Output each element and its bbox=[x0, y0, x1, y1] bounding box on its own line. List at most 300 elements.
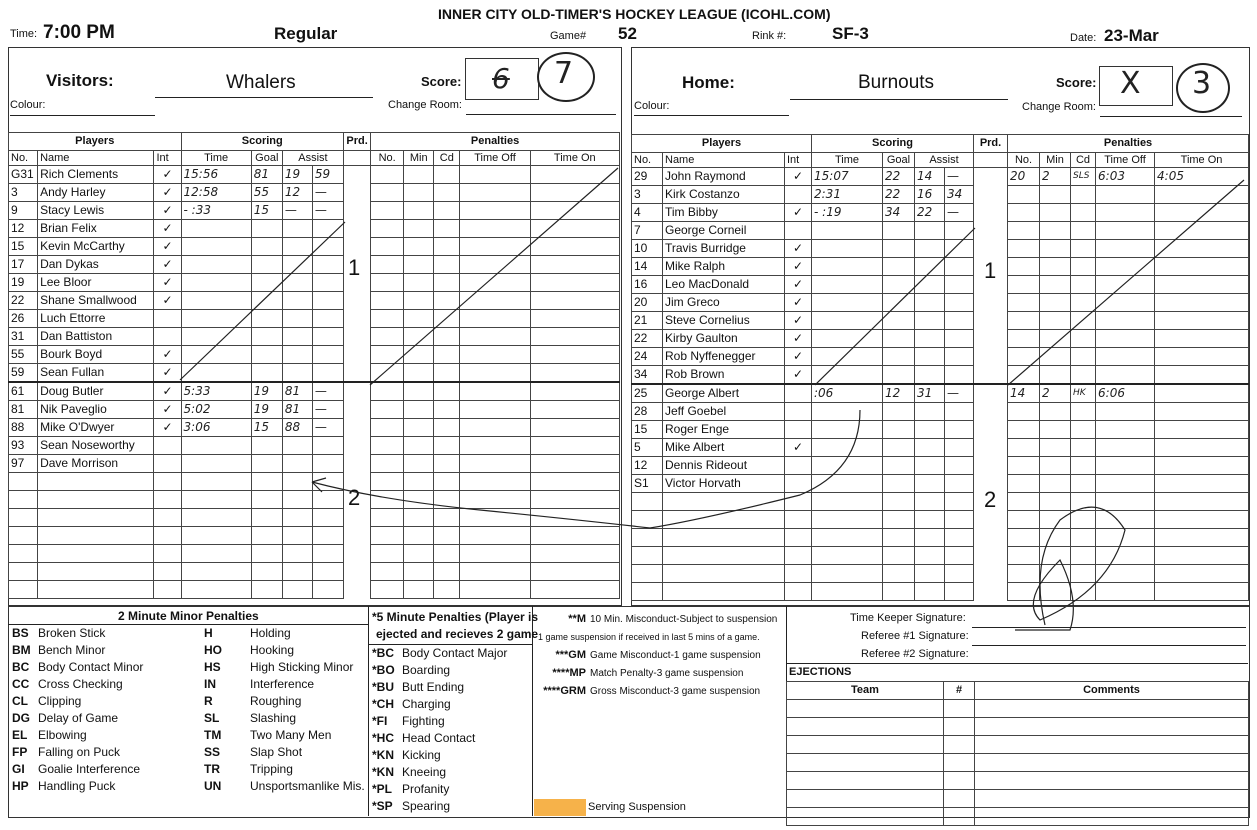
column-min: Min bbox=[404, 151, 434, 166]
penalty-name: Head Contact bbox=[402, 731, 476, 745]
player-name: Leo MacDonald bbox=[663, 276, 785, 294]
penalty-code: CL bbox=[12, 694, 28, 708]
game-label: Game# bbox=[550, 30, 587, 42]
goal-time: - :19 bbox=[812, 204, 883, 222]
assist-1: 88 bbox=[282, 419, 312, 437]
player-name: George Corneil bbox=[663, 222, 785, 240]
penalty-code: *FI bbox=[372, 714, 388, 728]
player-name: Dan Battiston bbox=[38, 328, 154, 346]
major-penalty-row bbox=[370, 645, 530, 662]
players-header: Players bbox=[9, 133, 182, 151]
ejections-column-team: Team bbox=[787, 682, 944, 700]
penalty-code: IN bbox=[204, 677, 216, 691]
major-title-2: ejected and recieves 2 game bbox=[376, 627, 539, 641]
column-time_off: Time Off bbox=[1096, 153, 1155, 168]
empty-cell bbox=[975, 700, 1249, 718]
player-number: 34 bbox=[632, 366, 663, 385]
penalty-player-no: 20 bbox=[1008, 168, 1040, 186]
goal-scorer: 15 bbox=[251, 419, 282, 437]
penalty-code: H bbox=[204, 626, 213, 640]
player-name: Tim Bibby bbox=[663, 204, 785, 222]
penalty-time-on: 4:05 bbox=[1155, 168, 1249, 186]
date-value: 23-Mar bbox=[1104, 26, 1159, 45]
major-penalty-row bbox=[370, 781, 530, 798]
penalty-code: *KN bbox=[372, 765, 395, 779]
goal-scorer: 22 bbox=[883, 168, 915, 186]
penalty-name: Two Many Men bbox=[250, 728, 332, 742]
goal-scorer: 15 bbox=[251, 202, 282, 220]
assist-2: 59 bbox=[312, 166, 343, 184]
player-number: 12 bbox=[9, 220, 38, 238]
empty-cell bbox=[975, 718, 1249, 736]
player-name: Shane Smallwood bbox=[38, 292, 154, 310]
penalty-name: Handling Puck bbox=[38, 779, 116, 793]
player-number: 93 bbox=[9, 437, 38, 455]
empty-cell bbox=[944, 700, 975, 718]
major-penalty-legend bbox=[370, 645, 530, 815]
column-assist: Assist bbox=[282, 151, 343, 166]
player-number: 21 bbox=[632, 312, 663, 330]
visitors-period-2: 2 bbox=[348, 485, 361, 510]
empty-cell bbox=[975, 808, 1249, 826]
major-title-1: *5 Minute Penalties (Player is bbox=[372, 610, 539, 624]
player-name: Kirby Gaulton bbox=[663, 330, 785, 348]
ejection-row bbox=[787, 736, 1249, 754]
player-number: S1 bbox=[632, 475, 663, 493]
assist-1: 81 bbox=[282, 401, 312, 419]
player-name: John Raymond bbox=[663, 168, 785, 186]
player-name: Jeff Goebel bbox=[663, 403, 785, 421]
penalty-code: *HC bbox=[372, 731, 395, 745]
player-int-check: ✓ bbox=[154, 184, 181, 202]
player-name: Luch Ettorre bbox=[38, 310, 154, 328]
time-label: Time: bbox=[10, 28, 38, 40]
game-number: 52 bbox=[618, 24, 637, 43]
player-name: Victor Horvath bbox=[663, 475, 785, 493]
major-penalty-row bbox=[370, 662, 530, 679]
penalty-code: HO bbox=[204, 643, 222, 657]
referee1-signature-label: Referee #1 Signature: bbox=[861, 630, 969, 642]
player-int-check: ✓ bbox=[154, 419, 181, 437]
penalty-code: *BC bbox=[372, 646, 395, 660]
home-score-label: Score: bbox=[1056, 75, 1097, 90]
goal-time: 12:58 bbox=[181, 184, 251, 202]
penalty-code: HP bbox=[12, 779, 29, 793]
column-cd: Cd bbox=[434, 151, 460, 166]
assist-2: — bbox=[312, 184, 343, 202]
timekeeper-signature-label: Time Keeper Signature: bbox=[850, 612, 966, 624]
penalty-name: Broken Stick bbox=[38, 626, 106, 640]
penalty-name: Match Penalty-3 game suspension bbox=[590, 668, 744, 679]
player-number: 7 bbox=[632, 222, 663, 240]
empty-cell bbox=[975, 772, 1249, 790]
major-penalty-row bbox=[370, 696, 530, 713]
home-change-room-label: Change Room: bbox=[1022, 101, 1096, 113]
column-no: No. bbox=[9, 151, 38, 166]
major-penalty-row bbox=[370, 798, 530, 815]
player-int-check: ✓ bbox=[785, 240, 812, 258]
goal-time: 15:07 bbox=[812, 168, 883, 186]
column-min: Min bbox=[1040, 153, 1071, 168]
rink-label: Rink #: bbox=[752, 30, 787, 42]
ejection-row bbox=[787, 700, 1249, 718]
ejection-row bbox=[787, 718, 1249, 736]
player-int-check: ✓ bbox=[785, 348, 812, 366]
penalty-player-no: 14 bbox=[1008, 384, 1040, 403]
league-title: INNER CITY OLD-TIMER'S HOCKEY LEAGUE (ICOHL.COM) bbox=[438, 6, 831, 22]
minor-penalty-row bbox=[10, 625, 366, 642]
home-label: Home: bbox=[682, 73, 735, 92]
ejection-row bbox=[787, 754, 1249, 772]
player-number: 81 bbox=[9, 401, 38, 419]
penalty-code: **M bbox=[568, 613, 586, 625]
penalties-header: Penalties bbox=[371, 133, 620, 151]
player-name: Doug Butler bbox=[38, 382, 154, 401]
player-name: Travis Burridge bbox=[663, 240, 785, 258]
penalty-name: 1 game suspension if received in last 5 mins of a game. bbox=[538, 632, 760, 642]
player-name: Brian Felix bbox=[38, 220, 154, 238]
player-number: 15 bbox=[632, 421, 663, 439]
player-name: Dan Dykas bbox=[38, 256, 154, 274]
assist-1: 81 bbox=[282, 382, 312, 401]
penalty-code: *PL bbox=[372, 782, 393, 796]
major-penalty-row bbox=[370, 713, 530, 730]
player-number: 28 bbox=[632, 403, 663, 421]
penalty-code: UN bbox=[204, 779, 222, 793]
visitors-score-label: Score: bbox=[421, 74, 462, 89]
column-pno: No. bbox=[1008, 153, 1040, 168]
player-int-check: ✓ bbox=[785, 439, 812, 457]
column-goal: Goal bbox=[251, 151, 282, 166]
penalty-code: SL bbox=[204, 711, 220, 725]
penalty-name: Profanity bbox=[402, 782, 450, 796]
penalty-code: HK bbox=[1071, 384, 1096, 403]
player-name: Kevin McCarthy bbox=[38, 238, 154, 256]
column-name: Name bbox=[38, 151, 154, 166]
assist-1: 31 bbox=[915, 384, 945, 403]
goal-time: 5:02 bbox=[181, 401, 251, 419]
player-number: 5 bbox=[632, 439, 663, 457]
ejections-table bbox=[786, 681, 1249, 826]
penalty-code: SLS bbox=[1071, 168, 1096, 186]
visitors-score-crossed: 6 bbox=[492, 62, 510, 95]
player-int-check: ✓ bbox=[154, 274, 181, 292]
assist-1: 16 bbox=[915, 186, 945, 204]
major-penalty-row bbox=[370, 730, 530, 747]
home-score-crossed: X bbox=[1120, 66, 1141, 101]
minor-penalty-row bbox=[10, 693, 366, 710]
penalty-name: Holding bbox=[250, 626, 291, 640]
penalty-code: CC bbox=[12, 677, 30, 691]
penalty-code: EL bbox=[12, 728, 28, 742]
visitors-change-room-label: Change Room: bbox=[388, 99, 462, 111]
player-number: 29 bbox=[632, 168, 663, 186]
player-name: Mike Ralph bbox=[663, 258, 785, 276]
column-name: Name bbox=[663, 153, 785, 168]
player-int-check: ✓ bbox=[154, 364, 181, 383]
column-pno: No. bbox=[371, 151, 404, 166]
player-name: Andy Harley bbox=[38, 184, 154, 202]
goal-time: - :33 bbox=[181, 202, 251, 220]
penalty-name: Kneeing bbox=[402, 765, 447, 779]
empty-cell bbox=[975, 790, 1249, 808]
penalty-code: *SP bbox=[372, 799, 393, 813]
ejections-title: EJECTIONS bbox=[789, 666, 852, 678]
assist-2: 34 bbox=[945, 186, 974, 204]
penalty-minutes: 2 bbox=[1040, 384, 1071, 403]
penalty-name: Body Contact Minor bbox=[38, 660, 144, 674]
assist-1: 22 bbox=[915, 204, 945, 222]
major-penalty-row bbox=[370, 747, 530, 764]
player-number: 55 bbox=[9, 346, 38, 364]
visitors-score: 7 bbox=[554, 56, 574, 91]
penalty-name: Tripping bbox=[250, 762, 293, 776]
player-number: G31 bbox=[9, 166, 38, 184]
player-number: 9 bbox=[9, 202, 38, 220]
penalty-name: Spearing bbox=[402, 799, 451, 813]
goal-time: 2:31 bbox=[812, 186, 883, 204]
goal-scorer: 34 bbox=[883, 204, 915, 222]
ejection-row bbox=[787, 790, 1249, 808]
empty-cell bbox=[944, 808, 975, 826]
player-number: 22 bbox=[9, 292, 38, 310]
penalty-code: *BO bbox=[372, 663, 395, 677]
goal-scorer: 55 bbox=[251, 184, 282, 202]
player-name: Roger Enge bbox=[663, 421, 785, 439]
minor-penalty-row bbox=[10, 710, 366, 727]
home-period-2: 2 bbox=[984, 487, 997, 512]
player-int-check: ✓ bbox=[785, 330, 812, 348]
empty-cell bbox=[787, 754, 944, 772]
empty-cell bbox=[787, 718, 944, 736]
penalty-name: Charging bbox=[402, 697, 451, 711]
rink-value: SF-3 bbox=[832, 24, 869, 43]
player-name: Dave Morrison bbox=[38, 455, 154, 473]
goal-scorer: 19 bbox=[251, 401, 282, 419]
penalty-time-off: 6:03 bbox=[1096, 168, 1155, 186]
player-int-check: ✓ bbox=[785, 312, 812, 330]
player-number: 97 bbox=[9, 455, 38, 473]
penalties-header: Penalties bbox=[1008, 135, 1249, 153]
assist-2: — bbox=[312, 401, 343, 419]
player-number: 22 bbox=[632, 330, 663, 348]
time-value: 7:00 PM bbox=[43, 22, 115, 43]
penalty-code: BS bbox=[12, 626, 29, 640]
home-colour-label: Colour: bbox=[634, 100, 670, 112]
player-name: Mike O'Dwyer bbox=[38, 419, 154, 437]
assist-2: — bbox=[945, 204, 974, 222]
penalty-minutes: 2 bbox=[1040, 168, 1071, 186]
ejections-column-number: # bbox=[944, 682, 975, 700]
penalty-name: Gross Misconduct-3 game suspension bbox=[590, 686, 761, 697]
penalty-code: ***GM bbox=[555, 649, 586, 661]
minor-penalty-legend bbox=[10, 625, 366, 795]
goal-scorer: 81 bbox=[251, 166, 282, 184]
major-penalty-row bbox=[370, 764, 530, 781]
penalty-name: Hooking bbox=[250, 643, 295, 657]
assist-1: — bbox=[282, 202, 312, 220]
player-int-check: ✓ bbox=[154, 401, 181, 419]
major-penalty-row bbox=[370, 679, 530, 696]
penalty-code: BC bbox=[12, 660, 30, 674]
player-int-check: ✓ bbox=[154, 292, 181, 310]
player-name: Lee Bloor bbox=[38, 274, 154, 292]
penalty-name: Kicking bbox=[402, 748, 441, 762]
empty-cell bbox=[944, 754, 975, 772]
player-int-check: ✓ bbox=[785, 366, 812, 385]
player-name: Kirk Costanzo bbox=[663, 186, 785, 204]
scoring-header: Scoring bbox=[181, 133, 344, 151]
prd-header: Prd. bbox=[974, 135, 1008, 153]
minor-penalty-row bbox=[10, 676, 366, 693]
assist-2: — bbox=[945, 384, 974, 403]
empty-cell bbox=[944, 736, 975, 754]
empty-cell bbox=[787, 700, 944, 718]
misconduct-row bbox=[534, 682, 786, 700]
player-int-check: ✓ bbox=[785, 204, 812, 222]
penalty-code: *CH bbox=[372, 697, 395, 711]
player-int-check: ✓ bbox=[785, 276, 812, 294]
player-number: 26 bbox=[9, 310, 38, 328]
visitors-period-1: 1 bbox=[348, 255, 361, 280]
player-number: 12 bbox=[632, 457, 663, 475]
penalty-code: ****MP bbox=[552, 667, 586, 679]
player-name: Steve Cornelius bbox=[663, 312, 785, 330]
player-number: 15 bbox=[9, 238, 38, 256]
player-int-check: ✓ bbox=[154, 166, 181, 184]
penalty-name: Unsportsmanlike Mis. bbox=[250, 779, 365, 793]
player-int-check: ✓ bbox=[154, 202, 181, 220]
player-name: Bourk Boyd bbox=[38, 346, 154, 364]
column-cd: Cd bbox=[1071, 153, 1096, 168]
game-type: Regular bbox=[274, 24, 338, 43]
player-number: 4 bbox=[632, 204, 663, 222]
misconduct-row bbox=[534, 646, 786, 664]
empty-cell bbox=[944, 718, 975, 736]
assist-2: — bbox=[312, 382, 343, 401]
player-name: Nik Paveglio bbox=[38, 401, 154, 419]
player-number: 16 bbox=[632, 276, 663, 294]
referee2-signature-label: Referee #2 Signature: bbox=[861, 648, 969, 660]
player-number: 10 bbox=[632, 240, 663, 258]
visitors-colour-label: Colour: bbox=[10, 99, 46, 111]
goal-scorer: 19 bbox=[251, 382, 282, 401]
player-int-check: ✓ bbox=[785, 258, 812, 276]
minor-penalty-row bbox=[10, 778, 366, 795]
penalty-name: Interference bbox=[250, 677, 315, 691]
player-name: Rich Clements bbox=[38, 166, 154, 184]
penalty-name: 10 Min. Misconduct-Subject to suspension bbox=[590, 614, 778, 625]
minor-title: 2 Minute Minor Penalties bbox=[118, 609, 259, 623]
assist-2: — bbox=[312, 202, 343, 220]
penalty-code: DG bbox=[12, 711, 30, 725]
penalty-name: Butt Ending bbox=[402, 680, 465, 694]
player-int-check: ✓ bbox=[154, 382, 181, 401]
serving-suspension-swatch bbox=[534, 799, 586, 816]
empty-cell bbox=[944, 772, 975, 790]
penalty-name: Falling on Puck bbox=[38, 745, 121, 759]
column-goal: Goal bbox=[883, 153, 915, 168]
goal-time: 15:56 bbox=[181, 166, 251, 184]
player-number: 61 bbox=[9, 382, 38, 401]
players-header: Players bbox=[632, 135, 812, 153]
empty-cell bbox=[975, 736, 1249, 754]
minor-penalty-row bbox=[10, 727, 366, 744]
player-number: 59 bbox=[9, 364, 38, 383]
penalty-code: *KN bbox=[372, 748, 395, 762]
penalty-code: R bbox=[204, 694, 213, 708]
penalty-code: ****GRM bbox=[543, 685, 586, 697]
player-number: 17 bbox=[9, 256, 38, 274]
serving-suspension-label: Serving Suspension bbox=[588, 801, 686, 813]
assist-1: 12 bbox=[282, 184, 312, 202]
misconduct-row bbox=[534, 610, 786, 628]
assist-2: — bbox=[945, 168, 974, 186]
penalty-code: GI bbox=[12, 762, 25, 776]
column-time_off: Time Off bbox=[460, 151, 530, 166]
penalty-name: Clipping bbox=[38, 694, 82, 708]
player-int-check: ✓ bbox=[154, 346, 181, 364]
player-int-check: ✓ bbox=[154, 238, 181, 256]
column-time_on: Time On bbox=[1155, 153, 1249, 168]
player-name: Dennis Rideout bbox=[663, 457, 785, 475]
prd-header: Prd. bbox=[344, 133, 371, 151]
penalty-code: FP bbox=[12, 745, 28, 759]
minor-penalty-row bbox=[10, 761, 366, 778]
penalty-name: Game Misconduct-1 game suspension bbox=[590, 650, 761, 661]
visitors-label: Visitors: bbox=[46, 71, 114, 90]
penalty-time-off: 6:06 bbox=[1096, 384, 1155, 403]
empty-cell bbox=[787, 736, 944, 754]
scoring-header: Scoring bbox=[812, 135, 974, 153]
goal-time: :06 bbox=[812, 384, 883, 403]
penalty-name: Delay of Game bbox=[38, 711, 119, 725]
penalty-code: SS bbox=[204, 745, 221, 759]
ejection-row bbox=[787, 808, 1249, 826]
player-number: 3 bbox=[9, 184, 38, 202]
player-name: Rob Brown bbox=[663, 366, 785, 385]
date-label: Date: bbox=[1070, 32, 1097, 44]
penalty-name: Goalie Interference bbox=[38, 762, 141, 776]
penalty-code: BM bbox=[12, 643, 31, 657]
ejection-row bbox=[787, 772, 1249, 790]
player-int-check: ✓ bbox=[785, 168, 812, 186]
penalty-name: Roughing bbox=[250, 694, 302, 708]
player-number: 14 bbox=[632, 258, 663, 276]
column-int: Int bbox=[785, 153, 812, 168]
home-score: 3 bbox=[1192, 66, 1212, 101]
player-int-check: ✓ bbox=[154, 256, 181, 274]
misconduct-row bbox=[534, 664, 786, 682]
penalty-name: High Sticking Minor bbox=[250, 660, 354, 674]
minor-penalty-row bbox=[10, 642, 366, 659]
penalty-name: Cross Checking bbox=[38, 677, 123, 691]
column-int: Int bbox=[154, 151, 181, 166]
minor-penalty-row bbox=[10, 659, 366, 676]
player-name: Sean Fullan bbox=[38, 364, 154, 383]
player-number: 19 bbox=[9, 274, 38, 292]
assist-1: 14 bbox=[915, 168, 945, 186]
player-number: 25 bbox=[632, 384, 663, 403]
penalty-code: HS bbox=[204, 660, 221, 674]
goal-scorer: 22 bbox=[883, 186, 915, 204]
column-assist: Assist bbox=[915, 153, 974, 168]
column-time: Time bbox=[812, 153, 883, 168]
player-name: Mike Albert bbox=[663, 439, 785, 457]
empty-cell bbox=[975, 754, 1249, 772]
player-int-check: ✓ bbox=[785, 294, 812, 312]
goal-time: 5:33 bbox=[181, 382, 251, 401]
